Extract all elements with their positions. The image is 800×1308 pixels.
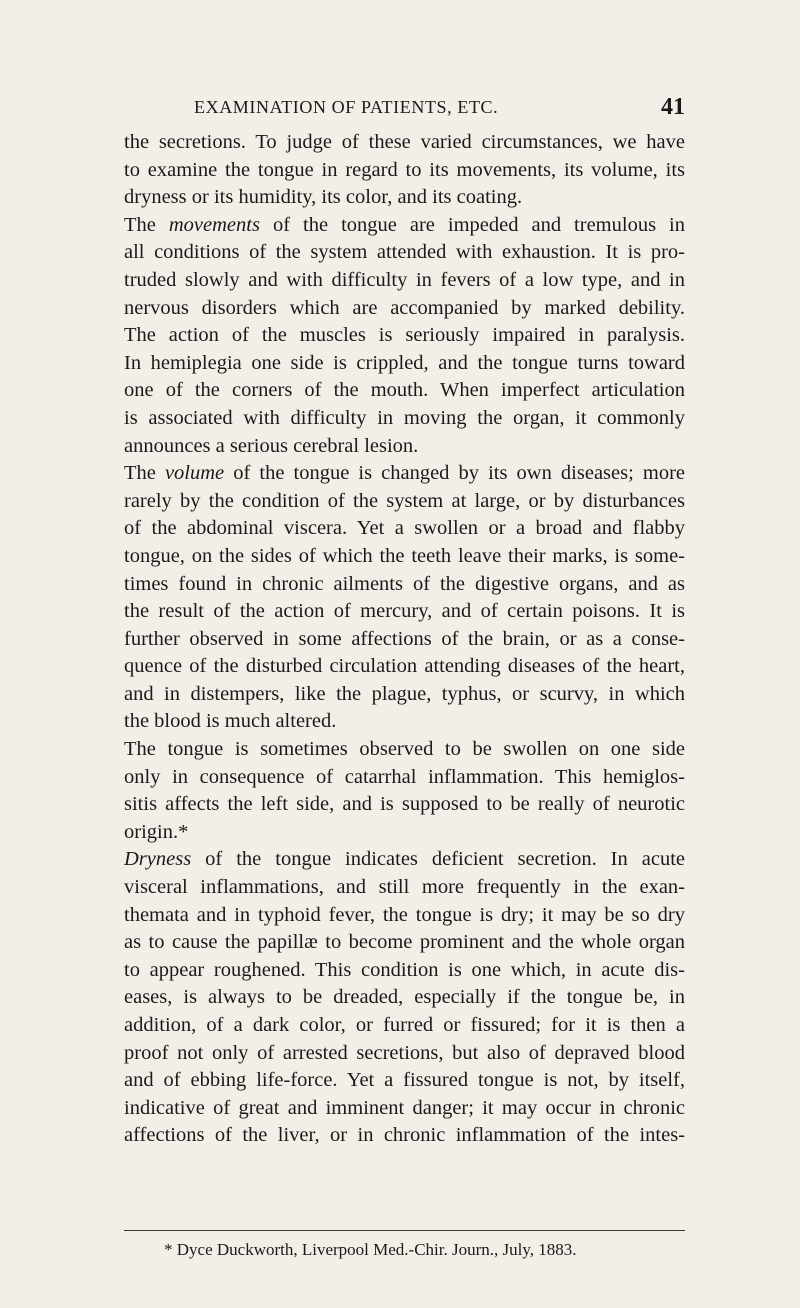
footnote-divider [124,1230,685,1231]
text-line: further observed in some affections of the brain, or as a conse- [124,627,685,650]
text-line: The movements of the tongue are impeded and tremulous in [124,213,685,236]
text-line: In hemiplegia one side is crippled, and the tongue turns toward [124,351,685,374]
text-line: announces a serious cerebral lesion. [124,434,419,457]
text-line: to appear roughened. This condition is one which, in acute dis- [124,958,685,981]
text-line: quence of the disturbed circulation attending diseases of the heart, [124,655,685,678]
footnote: * Dyce Duckworth, Liverpool Med.-Chir. Journ., July, 1883. [164,1240,577,1259]
emphasis-volume: volume [164,462,225,485]
running-title: EXAMINATION OF PATIENTS, ETC. [194,97,499,117]
text-line: only in consequence of catarrhal inflammation. This hemiglos- [124,765,685,788]
text-line: one of the corners of the mouth. When imperfect articulation [124,379,685,402]
text-line: sitis affects the left side, and is supposed to be really of neurotic [124,793,685,816]
text-line: the secretions. To judge of these varied circumstances, we have [124,131,685,153]
text-line: eases, is always to be dreaded, especially if the tongue be, in [124,986,685,1009]
text-line: the blood is much altered. [124,710,337,733]
text-line: nervous disorders which are accompanied by marked debility. [124,296,685,319]
text-line: origin.* [124,820,189,843]
page-number: 41 [661,94,685,120]
text-line: proof not only of arrested secretions, but also of depraved blood [124,1041,685,1064]
text-line: and in distempers, like the plague, typhus, or scurvy, in which [124,682,685,705]
text-line: affections of the liver, or in chronic inflammation of the intes- [124,1124,685,1147]
text-line: to examine the tongue in regard to its movements, its volume, its [124,158,685,181]
text-line: dryness or its humidity, its color, and its coating. [124,186,523,209]
text-line: The action of the muscles is seriously impaired in paralysis. [124,324,685,347]
text-line: tongue, on the sides of which the teeth leave their marks, is some- [124,544,685,567]
text-line: is associated with difficulty in moving the organ, it commonly [124,406,685,429]
emphasis-movements: movements [168,213,260,236]
text-line: rarely by the condition of the system at large, or by disturbances [124,489,685,512]
text-line: visceral inflammations, and still more frequently in the exan- [124,876,685,899]
body-text [124,129,685,1150]
text-line: as to cause the papillæ to become prominent and the whole organ [124,931,685,954]
text-line: of the abdominal viscera. Yet a swollen or a broad and flabby [124,517,685,540]
text-line: the result of the action of mercury, and of certain poisons. It is [124,600,685,623]
text-line: Dryness of the tongue indicates deficient secretion. In acute [124,848,685,871]
text-line: all conditions of the system attended with exhaustion. It is pro- [124,241,685,264]
text-line: indicative of great and imminent danger; it may occur in chronic [124,1096,685,1119]
text-line: The tongue is sometimes observed to be swollen on one side [124,738,685,761]
text-line: themata and in typhoid fever, the tongue is dry; it may be so dry [124,903,685,926]
running-head [124,94,685,124]
emphasis-dryness: Dryness [124,848,192,871]
text-line: addition, of a dark color, or furred or fissured; for it is then a [124,1014,685,1036]
text-line: and of ebbing life-force. Yet a fissured tongue is not, by itself, [124,1069,685,1092]
text-line: truded slowly and with difficulty in fevers of a low type, and in [124,268,685,291]
text-line: The volume of the tongue is changed by its own diseases; more [124,462,685,485]
text-line: times found in chronic ailments of the digestive organs, and as [124,572,685,595]
